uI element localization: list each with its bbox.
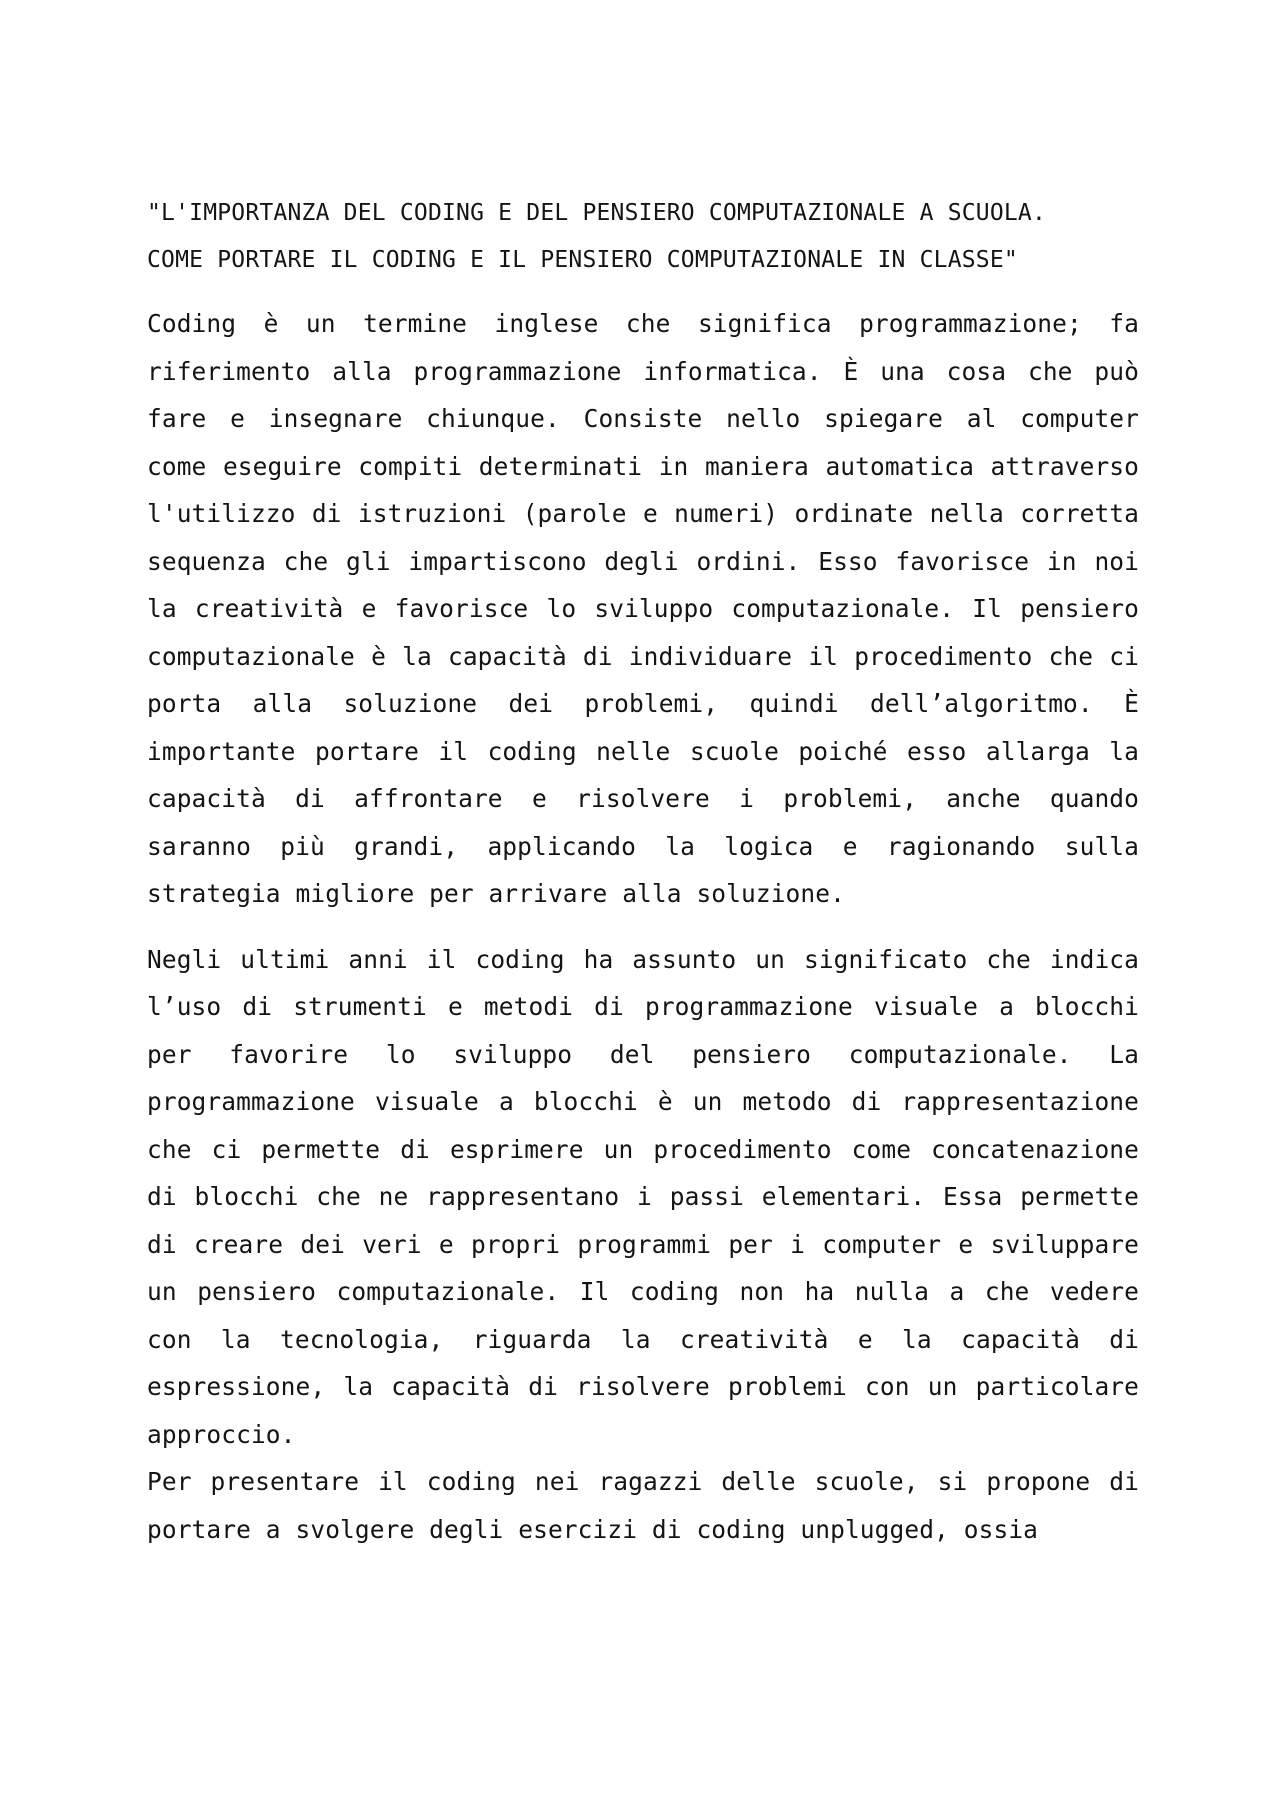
- document-body: [147, 190, 1139, 1553]
- title-line-2: COME PORTARE IL CODING E IL PENSIERO COMPUTAZIONALE IN CLASSE": [147, 247, 1018, 273]
- document-title: [147, 190, 1139, 284]
- paragraph-1: Coding è un termine inglese che significa programmazione; fa riferimento alla programmazione informatica. È una cosa che può fare e insegnare chiunque. Consiste nello spiegare al computer come eseguire compiti determinati in maniera automatica attraverso l'utilizzo di istruzioni (parole e numeri) ordinate nella corretta sequenza che gli impartiscono degli ordini. Esso favorisce in noi la creatività e favorisce lo sviluppo computazionale. Il pensiero computazionale è la capacità di individuare il procedimento che ci porta alla soluzione dei problemi, quindi dell’algoritmo. È importante portare il coding nelle scuole poiché esso allarga la capacità di affrontare e risolvere i problemi, anche quando saranno più grandi, applicando la logica e ragionando sulla strategia migliore per arrivare alla soluzione.: [147, 309, 1139, 908]
- paragraph-3: Per presentare il coding nei ragazzi delle scuole, si propone di portare a svolgere degli esercizi di coding unplugged, ossia: [147, 1467, 1139, 1544]
- title-line-1: "L'IMPORTANZA DEL CODING E DEL PENSIERO COMPUTAZIONALE A SCUOLA.: [147, 200, 1047, 226]
- paragraph-2: Negli ultimi anni il coding ha assunto un significato che indica l’uso di strumenti e metodi di programmazione visuale a blocchi per favorire lo sviluppo del pensiero computazionale. La programmazione visuale a blocchi è un metodo di rappresentazione che ci permette di esprimere un procedimento come concatenazione di blocchi che ne rappresentano i passi elementari. Essa permette di creare dei veri e propri programmi per i computer e sviluppare un pensiero computazionale. Il coding non ha nulla a che vedere con la tecnologia, riguarda la creatività e la capacità di espressione, la capacità di risolvere problemi con un particolare approccio.: [147, 944, 1139, 1449]
